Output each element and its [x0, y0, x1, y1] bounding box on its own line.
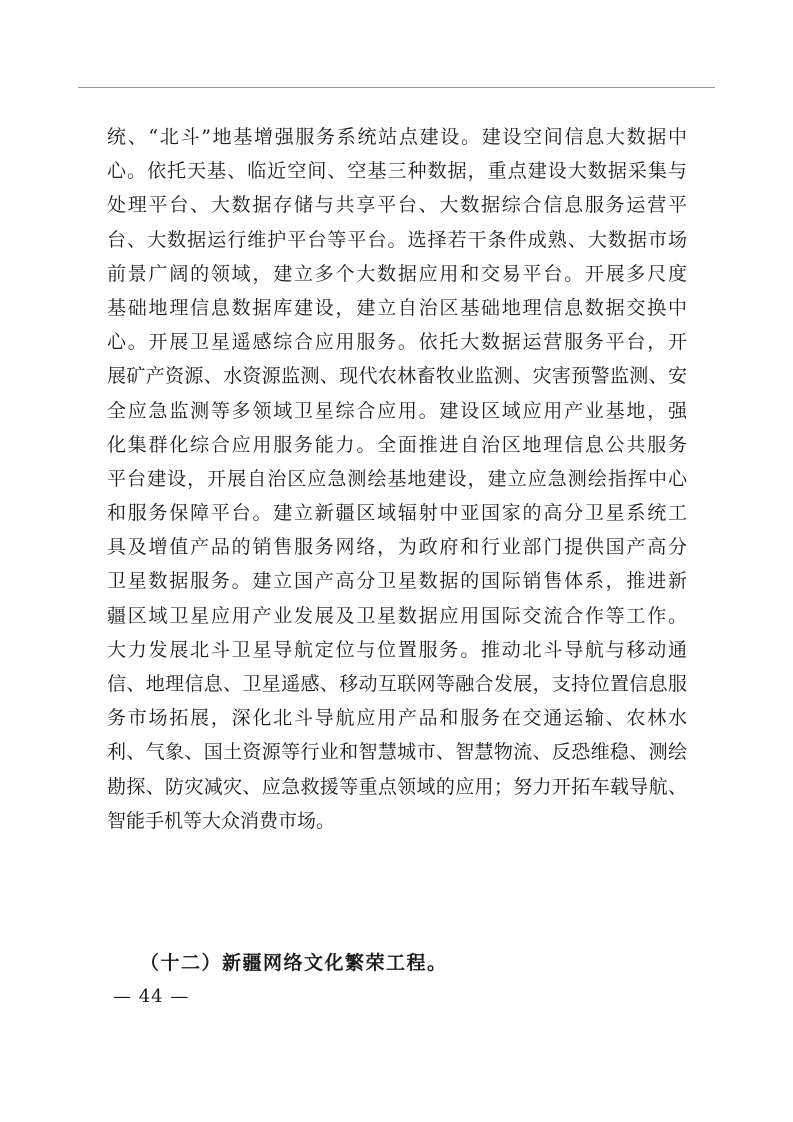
text-line: 疆区域卫星应用产业发展及卫星数据应用国际交流合作等工作。 — [107, 604, 687, 627]
text-line: 卫星数据服务。建立国产高分卫星数据的国际销售体系，推进新 — [107, 570, 687, 593]
text-line: 智能手机等大众消费市场。 — [107, 809, 336, 832]
text-line: 心。开展卫星遥感综合应用服务。依托大数据运营服务平台，开 — [107, 331, 687, 354]
text-line: 基础地理信息数据库建设，建立自治区基础地理信息数据交换中 — [107, 296, 687, 319]
text-line: 利、气象、国土资源等行业和智慧城市、智慧物流、反恐维稳、测绘 — [107, 741, 687, 764]
text-line: 具及增值产品的销售服务网络，为政府和行业部门提供国产高分 — [107, 536, 687, 559]
text-line: 务市场拓展，深化北斗导航应用产品和服务在交通运输、农林水 — [107, 707, 687, 730]
text-line: 大力发展北斗卫星导航定位与位置服务。推动北斗导航与移动通 — [107, 638, 687, 661]
text-line: 信、地理信息、卫星遥感、移动互联网等融合发展，支持位置信息服 — [107, 673, 687, 695]
header-rule — [78, 87, 715, 88]
text-line: 平台建设，开展自治区应急测绘基地建设，建立应急测绘指挥中心 — [107, 467, 687, 490]
text-line: 台、大数据运行维护平台等平台。选择若干条件成熟、大数据市场 — [107, 228, 687, 251]
page-number: — 44 — — [113, 986, 190, 1007]
text-line: 和服务保障平台。建立新疆区域辐射中亚国家的高分卫星系统工 — [107, 502, 687, 525]
text-line: 心。依托天基、临近空间、空基三种数据，重点建设大数据采集与 — [107, 160, 687, 183]
text-line: 化集群化综合应用服务能力。全面推进自治区地理信息公共服务 — [107, 433, 687, 456]
text-line: 展矿产资源、水资源监测、现代农林畜牧业监测、灾害预警监测、安 — [107, 365, 687, 388]
text-line: 处理平台、大数据存储与共享平台、大数据综合信息服务运营平 — [107, 194, 687, 217]
text-line: 前景广阔的领域，建立多个大数据应用和交易平台。开展多尺度 — [107, 262, 687, 285]
body-paragraph — [107, 120, 687, 838]
text-line: 统、“北斗”地基增强服务系统站点建设。建设空间信息大数据中 — [107, 126, 687, 148]
section-heading: （十二）新疆网络文化繁荣工程。 — [140, 952, 448, 974]
text-line: 全应急监测等多领域卫星综合应用。建设区域应用产业基地，强 — [107, 399, 687, 422]
text-line: 勘探、防灾减灾、应急救援等重点领域的应用；努力开拓车载导航、 — [107, 775, 687, 798]
